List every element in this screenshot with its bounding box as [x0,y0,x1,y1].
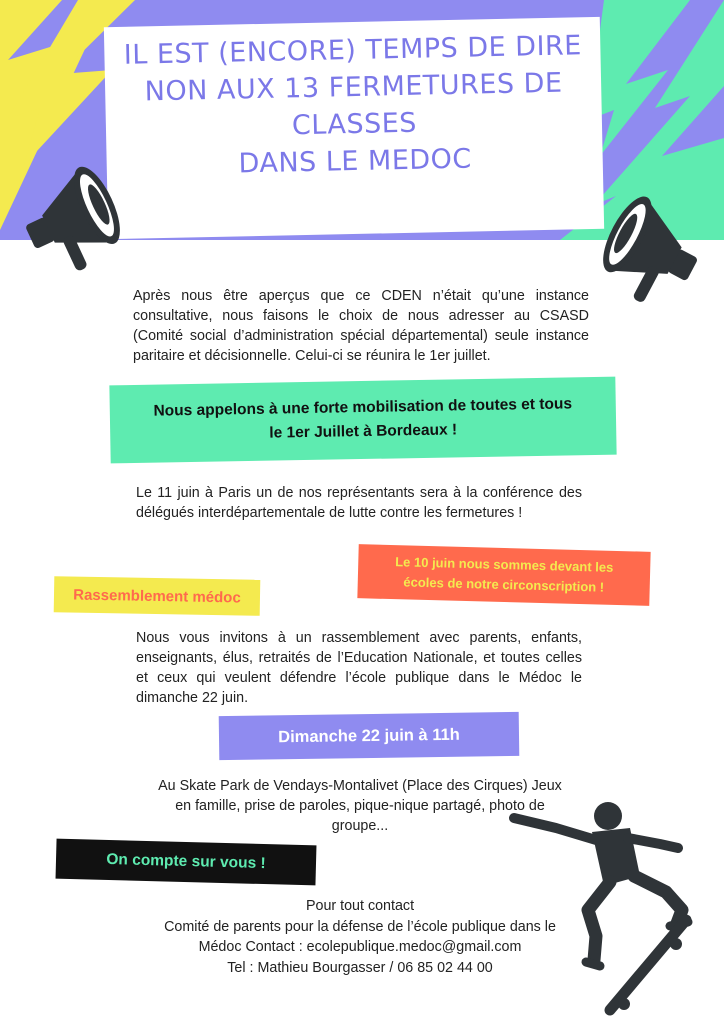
title-line: CLASSES [291,107,418,142]
megaphone-icon [584,180,706,310]
rassemblement-label: Rassemblement médoc [54,576,261,616]
june10-line: écoles de notre circonscription ! [403,574,605,595]
june10-line: Le 10 juin nous sommes devant les [395,554,614,575]
contact-line: Pour tout contact [305,898,415,914]
june10-banner [357,544,650,606]
rassemblement-paragraph: Nous vous invitons à un rassemblement avec parents, enfants, enseignants, élus, retraités de l’Education Nationale, et toutes celles et ceux qui veulent défendre l’école publique dans le Médoc le dimanche 22 juin. [136,630,582,706]
location-line: Au Skate Park de Vendays-Montalivet (Place des Cirques) Jeux [158,778,562,794]
page-title [117,27,592,185]
title-line: IL EST (ENCORE) TEMPS DE DIRE [123,30,583,71]
contact-line: Tel : Mathieu Bourgasser / 06 85 02 44 00 [227,959,493,976]
megaphone-icon [18,152,136,274]
location-line: groupe... [331,818,389,834]
date-banner: Dimanche 22 juin à 11h [219,712,520,760]
mobilisation-line: le 1er Juillet à Bordeaux ! [269,421,458,442]
callout-banner: On compte sur vous ! [56,839,317,886]
contact-line: Médoc Contact : ecolepublique.medoc@gmail.com [198,939,522,955]
contact-line: Comité de parents pour la défense de l’école publique dans le [164,918,556,935]
location-line: en famille, prise de paroles, pique-nique partagé, photo de [175,798,545,814]
paris-paragraph: Le 11 juin à Paris un de nos représentants sera à la conférence des délégués interdépartementale de lutte contre les fermetures ! [136,485,582,521]
title-line: DANS LE MEDOC [238,143,473,180]
intro-paragraph: Après nous être aperçus que ce CDEN n’était qu’une instance consultative, nous faisons le choix de nous adresser au CSASD (Comité social d’administration spécial départemental) seule instance paritaire et décisionnelle. Celui-ci se réunira le 1er juillet. [133,288,589,364]
title-line: NON AUX 13 FERMETURES DE [144,67,563,108]
mobilisation-line: Nous appelons à une forte mobilisation de toutes et tous [153,395,573,420]
skateboarder-icon [500,798,710,1020]
mobilisation-banner [109,377,616,464]
